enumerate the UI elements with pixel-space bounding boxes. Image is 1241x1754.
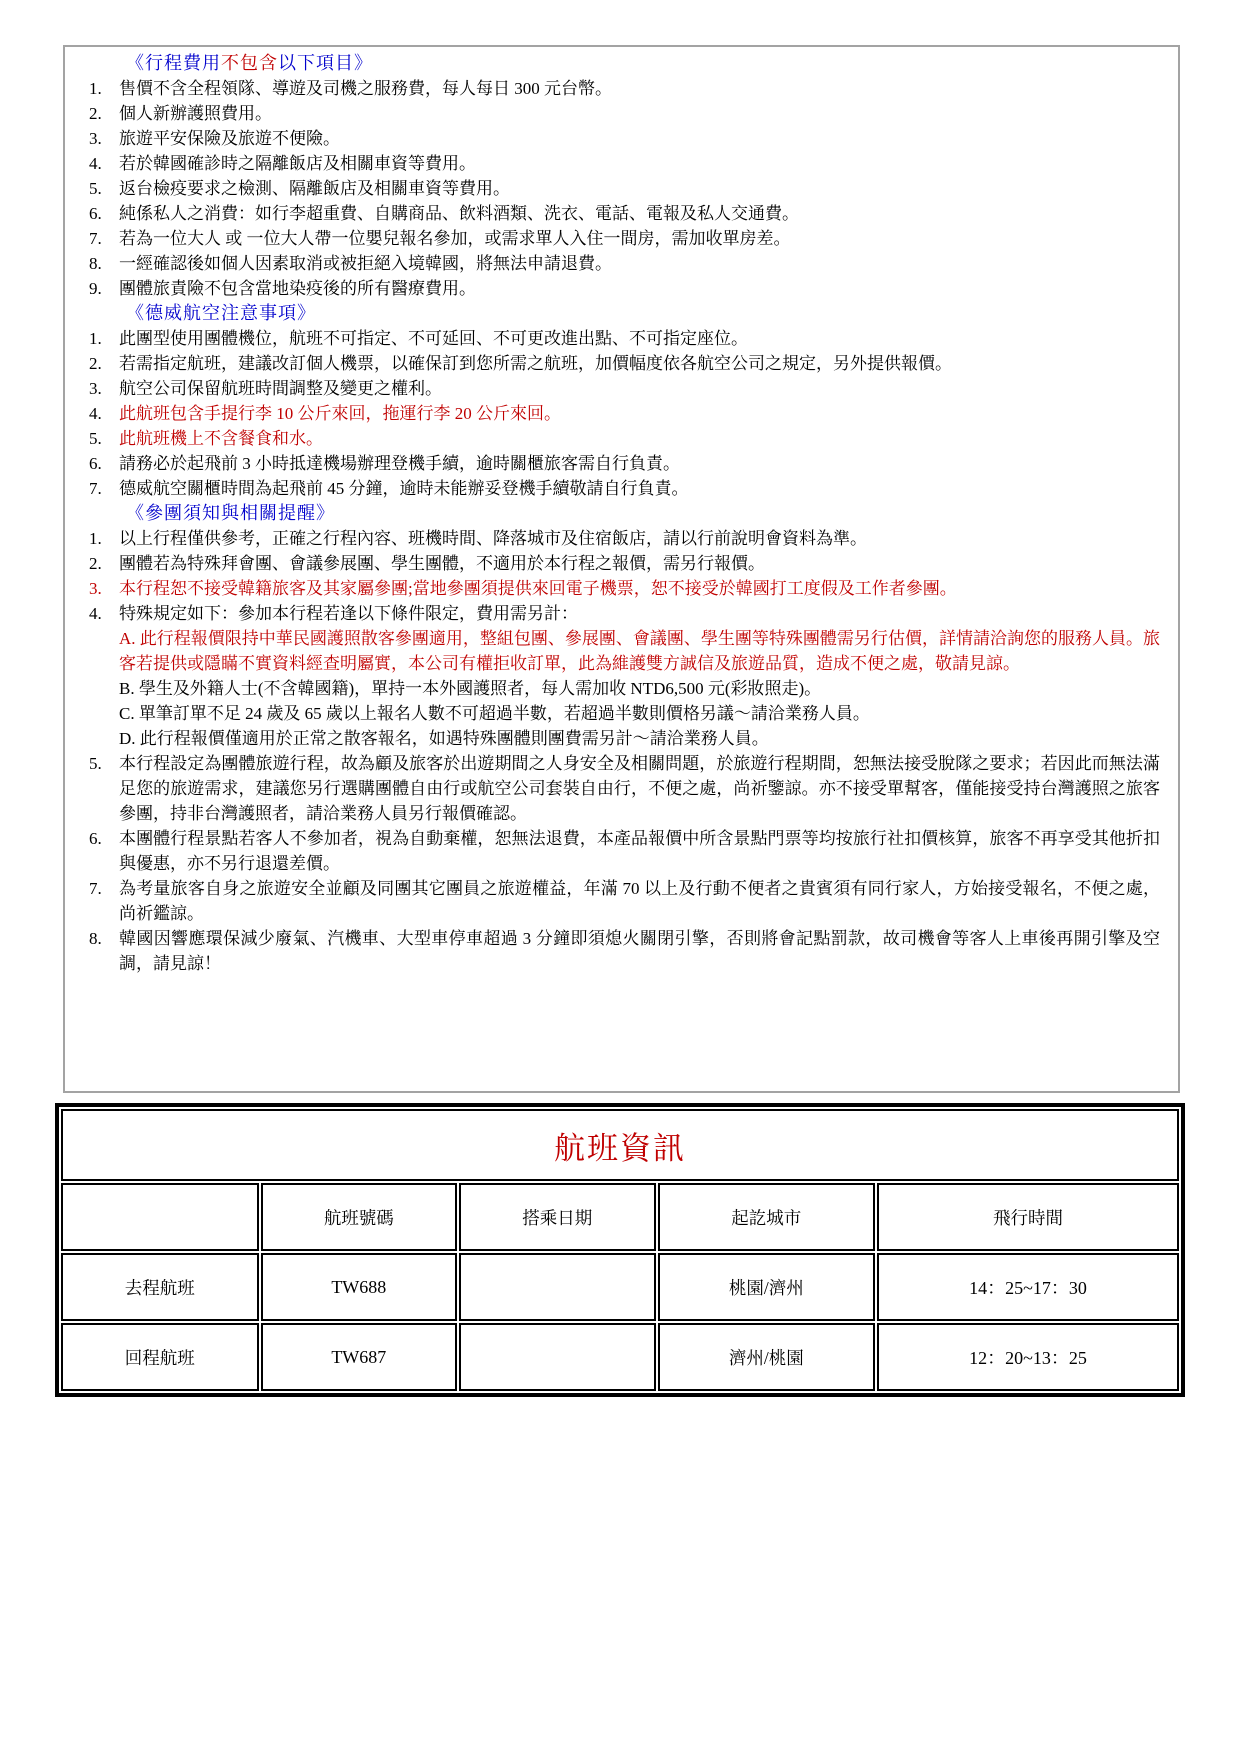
flight-table-title: 航班資訊 — [61, 1109, 1179, 1181]
list-item-number: 4. — [89, 154, 102, 173]
list-item-text: 個人新辦護照費用。 — [119, 104, 272, 123]
section-heading — [89, 51, 1160, 76]
list-item — [89, 201, 1160, 226]
list-item-text: 此航班包含手提行李 10 公斤來回，拖運行李 20 公斤來回。 — [119, 404, 561, 423]
list-item-number: 8. — [89, 254, 102, 273]
list-item — [89, 351, 1160, 376]
flight-info-table — [55, 1103, 1185, 1397]
table-header-row — [61, 1183, 1179, 1251]
list-item — [89, 251, 1160, 276]
list-item-text: 韓國因響應環保減少廢氣、汽機車、大型車停車超過 3 分鐘即須熄火關閉引擎，否則將會記點罰款，故司機會等客人上車後再開引擎及空調，請見諒！ — [119, 929, 1160, 973]
list-item — [89, 626, 1160, 676]
column-header-blank — [61, 1183, 259, 1251]
outbound-time: 14：25~17：30 — [877, 1253, 1179, 1321]
heading-segment: 以下項目》 — [278, 53, 373, 73]
list-item — [89, 526, 1160, 551]
list-item-text: 本團體行程景點若客人不參加者，視為自動棄權，恕無法退費，本產品報價中所含景點門票等均按旅行社扣價核算，旅客不再享受其他折扣與優惠，亦不另行退還差價。 — [119, 829, 1160, 873]
list-item-number: 5. — [89, 754, 102, 773]
column-header-flight-number: 航班號碼 — [261, 1183, 457, 1251]
list-item-text: D. 此行程報價僅適用於正常之散客報名，如遇特殊團體則團費需另計～請洽業務人員。 — [119, 729, 769, 748]
column-header-date: 搭乘日期 — [459, 1183, 655, 1251]
list-item-text: 以上行程僅供參考，正確之行程內容、班機時間、降落城市及住宿飯店，請以行前說明會資料為準。 — [119, 529, 867, 548]
heading-segment: 《行程費用 — [126, 53, 221, 73]
return-route: 濟州/桃園 — [658, 1323, 876, 1391]
list-item — [89, 176, 1160, 201]
list-item — [89, 151, 1160, 176]
return-flight-row — [61, 1323, 1179, 1391]
list-item-text: 若為一位大人 或 一位大人帶一位嬰兒報名參加，或需求單人入住一間房，需加收單房差。 — [119, 229, 791, 248]
list-item-text: 請務必於起飛前 3 小時抵達機場辦理登機手續，逾時關櫃旅客需自行負責。 — [119, 454, 680, 473]
list-item-number: 7. — [89, 479, 102, 498]
list-item-number: 9. — [89, 279, 102, 298]
list-item-number: 6. — [89, 204, 102, 223]
list-item — [89, 926, 1160, 976]
list-item-number: 1. — [89, 79, 102, 98]
list-item-text: 團體旅責險不包含當地染疫後的所有醫療費用。 — [119, 279, 476, 298]
list-item-text: 一經確認後如個人因素取消或被拒絕入境韓國，將無法申請退費。 — [119, 254, 612, 273]
column-header-flight-time: 飛行時間 — [877, 1183, 1179, 1251]
outbound-label: 去程航班 — [61, 1253, 259, 1321]
list-item — [89, 376, 1160, 401]
outbound-date — [459, 1253, 655, 1321]
list-item-number — [89, 676, 119, 701]
list-item — [89, 426, 1160, 451]
list-item-number: 8. — [89, 929, 102, 948]
list-item-number: 5. — [89, 179, 102, 198]
list-item — [89, 676, 1160, 701]
return-flight-number: TW687 — [261, 1323, 457, 1391]
list-item-number: 3. — [89, 379, 102, 398]
list-item — [89, 876, 1160, 926]
list-item-number — [89, 701, 119, 726]
list-item-text: 純係私人之消費：如行李超重費、自購商品、飲料酒類、洗衣、電話、電報及私人交通費。 — [119, 204, 799, 223]
list-item-text: 此團型使用團體機位，航班不可指定、不可延回、不可更改進出點、不可指定座位。 — [119, 329, 748, 348]
return-label: 回程航班 — [61, 1323, 259, 1391]
list-item-number — [89, 726, 119, 751]
section-heading — [89, 501, 1160, 526]
return-time: 12：20~13：25 — [877, 1323, 1179, 1391]
list-item-text: 為考量旅客自身之旅遊安全並顧及同團其它團員之旅遊權益，年滿 70 以上及行動不便者之貴賓須有同行家人，方始接受報名，不便之處，尚祈鑑諒。 — [119, 879, 1160, 923]
terms-sections — [89, 51, 1160, 976]
list-item-text: B. 學生及外籍人士(不含韓國籍)，單持一本外國護照者，每人需加收 NTD6,500 元(彩妝照走)。 — [119, 679, 822, 698]
outbound-route: 桃園/濟州 — [658, 1253, 876, 1321]
list-item-text: A. 此行程報價限持中華民國護照散客參團適用，整組包團、參展團、會議團、學生團等特殊團體需另行估價，詳情請洽詢您的服務人員。旅客若提供或隱瞞不實資料經查明屬實，本公司有權拒收訂單，此為維護雙方誠信及旅遊品質，造成不便之處，敬請見諒。 — [119, 629, 1160, 673]
list-item-text: 特殊規定如下：參加本行程若逢以下條件限定，費用需另計： — [119, 604, 578, 623]
list-item — [89, 826, 1160, 876]
list-item-number: 1. — [89, 329, 102, 348]
list-item-text: 本行程恕不接受韓籍旅客及其家屬參團;當地參團須提供來回電子機票，恕不接受於韓國打工度假及工作者參團。 — [119, 579, 957, 598]
list-item — [89, 451, 1160, 476]
list-item — [89, 226, 1160, 251]
list-item-text: 德威航空關櫃時間為起飛前 45 分鐘，逾時未能辦妥登機手續敬請自行負責。 — [119, 479, 689, 498]
list-item — [89, 726, 1160, 751]
list-item — [89, 551, 1160, 576]
list-item-number: 2. — [89, 104, 102, 123]
list-item-text: 若於韓國確診時之隔離飯店及相關車資等費用。 — [119, 154, 476, 173]
list-item-text: 旅遊平安保險及旅遊不便險。 — [119, 129, 340, 148]
section-heading — [89, 301, 1160, 326]
heading-segment: 《德威航空注意事項》 — [126, 303, 316, 323]
column-header-route: 起訖城市 — [658, 1183, 876, 1251]
list-item-number: 4. — [89, 404, 102, 423]
table-title-row — [61, 1109, 1179, 1181]
list-item-text: 航空公司保留航班時間調整及變更之權利。 — [119, 379, 442, 398]
list-item — [89, 276, 1160, 301]
outbound-flight-row — [61, 1253, 1179, 1321]
list-item-number: 2. — [89, 554, 102, 573]
list-item-number: 5. — [89, 429, 102, 448]
list-item-number — [89, 626, 119, 676]
list-item-number: 2. — [89, 354, 102, 373]
list-item-text: 本行程設定為團體旅遊行程，故為顧及旅客於出遊期間之人身安全及相關問題，於旅遊行程期間，恕無法接受脫隊之要求；若因此而無法滿足您的旅遊需求，建議您另行選購團體自由行或航空公司套裝自由行，不便之處，尚祈鑒諒。亦不接受單幫客，僅能接受持台灣護照之旅客參團，持非台灣護照者，請洽業務人員另行報價確認。 — [119, 754, 1160, 823]
return-date — [459, 1323, 655, 1391]
outbound-flight-number: TW688 — [261, 1253, 457, 1321]
list-item-text: 售價不含全程領隊、導遊及司機之服務費，每人每日 300 元台幣。 — [119, 79, 612, 98]
list-item — [89, 476, 1160, 501]
list-item-number: 6. — [89, 829, 102, 848]
list-item — [89, 101, 1160, 126]
list-item — [89, 576, 1160, 601]
list-item — [89, 601, 1160, 626]
list-item — [89, 326, 1160, 351]
list-item-number: 1. — [89, 529, 102, 548]
list-item-number: 3. — [89, 129, 102, 148]
list-item-number: 4. — [89, 604, 102, 623]
list-item — [89, 126, 1160, 151]
terms-panel — [63, 45, 1180, 1093]
list-item-number: 3. — [89, 579, 102, 598]
list-item — [89, 401, 1160, 426]
list-item-text: C. 單筆訂單不足 24 歲及 65 歲以上報名人數不可超過半數，若超過半數則價格另議～請洽業務人員。 — [119, 704, 870, 723]
heading-segment: 不包含 — [221, 53, 278, 73]
list-item-number: 7. — [89, 879, 102, 898]
list-item-text: 若需指定航班，建議改訂個人機票，以確保訂到您所需之航班，加價幅度依各航空公司之規定，另外提供報價。 — [119, 354, 952, 373]
list-item — [89, 76, 1160, 101]
list-item-text: 返台檢疫要求之檢測、隔離飯店及相關車資等費用。 — [119, 179, 510, 198]
list-item-number: 6. — [89, 454, 102, 473]
list-item-number: 7. — [89, 229, 102, 248]
list-item-text: 團體若為特殊拜會團、會議參展團、學生團體，不適用於本行程之報價，需另行報價。 — [119, 554, 765, 573]
list-item — [89, 751, 1160, 826]
list-item-text: 此航班機上不含餐食和水。 — [119, 429, 323, 448]
heading-segment: 《參團須知與相關提醒》 — [126, 503, 335, 523]
list-item — [89, 701, 1160, 726]
